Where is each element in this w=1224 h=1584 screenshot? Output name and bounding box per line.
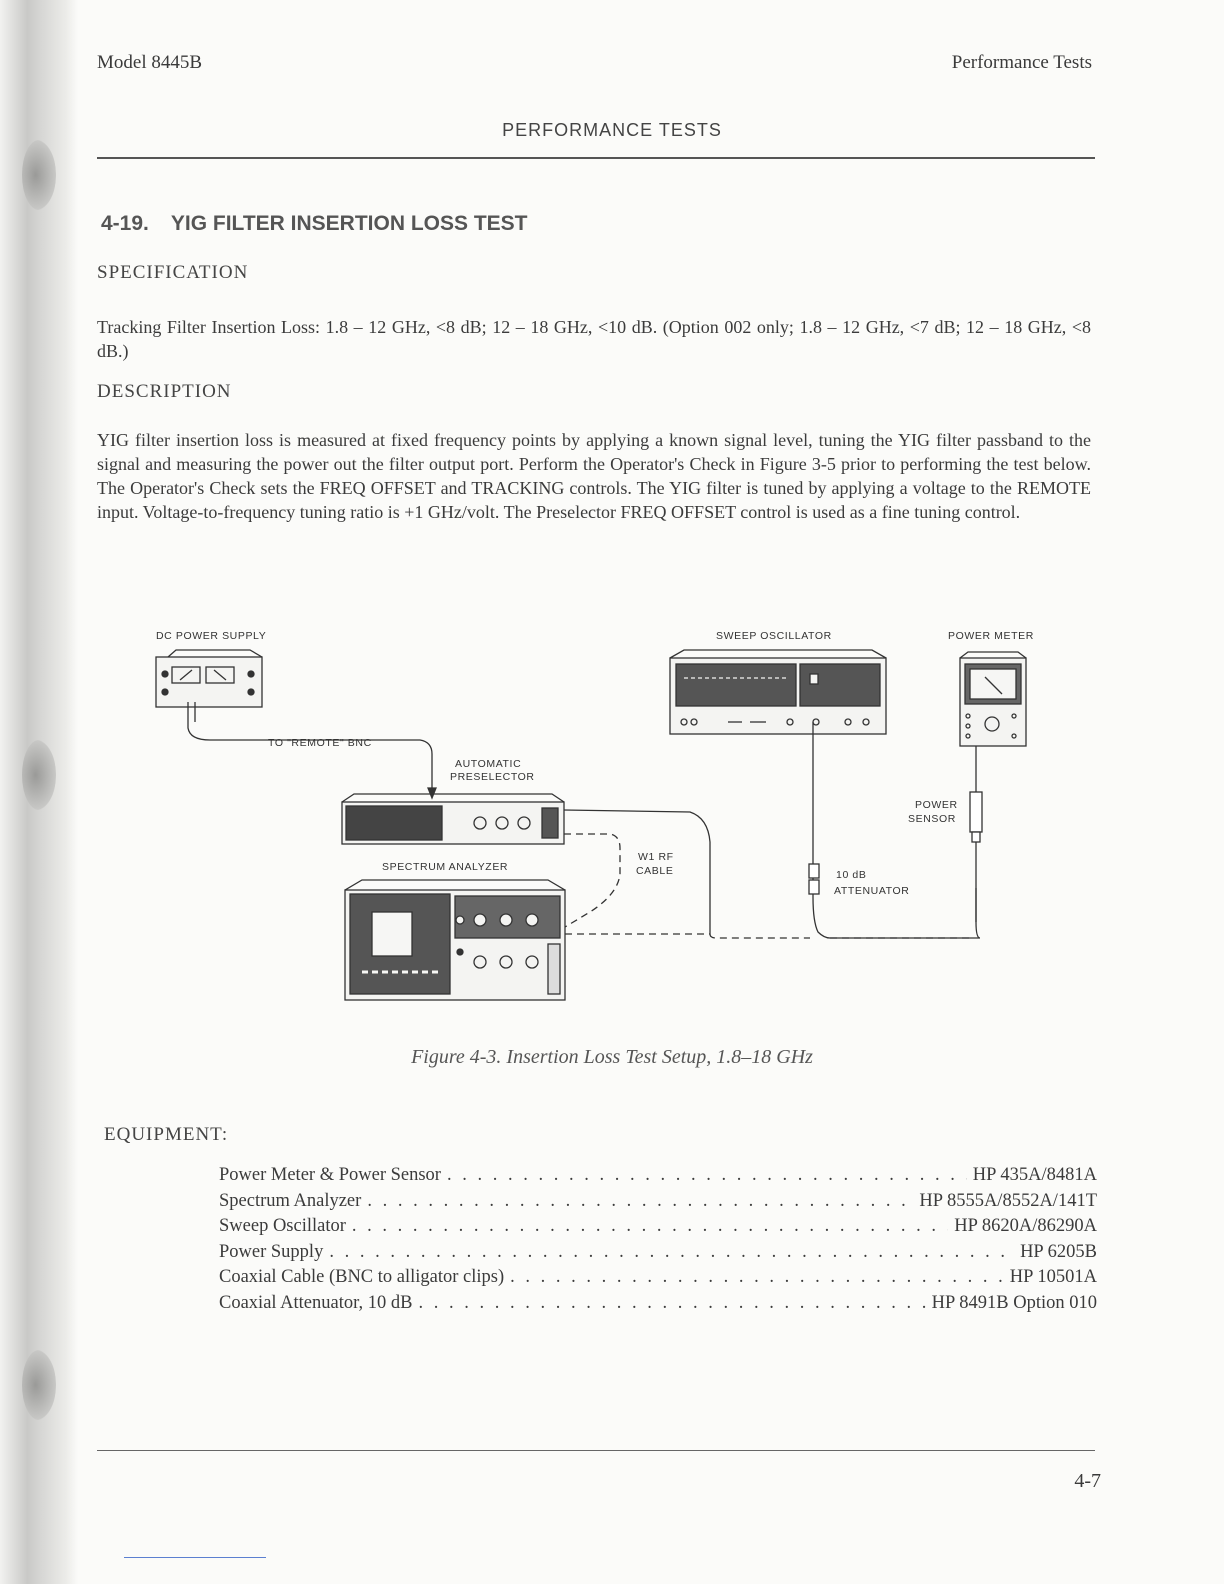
label-preselector-2: PRESELECTOR	[450, 771, 535, 783]
dc-power-supply-illustration	[156, 650, 262, 707]
label-sweep-oscillator: SWEEP OSCILLATOR	[716, 630, 832, 642]
label-w1-2: CABLE	[636, 865, 674, 877]
footer-rule	[97, 1450, 1095, 1451]
label-spectrum-analyzer: SPECTRUM ANALYZER	[382, 861, 509, 873]
header-section: Performance Tests	[951, 52, 1092, 73]
leader-dots	[447, 1163, 967, 1189]
equipment-heading: EQUIPMENT:	[104, 1124, 229, 1145]
equipment-row	[219, 1265, 1097, 1291]
specification-heading: SPECIFICATION	[97, 262, 249, 283]
punch-hole	[22, 1350, 56, 1420]
page-number: 4-7	[1074, 1470, 1101, 1492]
label-preselector-1: AUTOMATIC	[455, 758, 522, 770]
equipment-row	[219, 1214, 1097, 1240]
equipment-name: Coaxial Attenuator, 10 dB	[219, 1292, 413, 1313]
leader-dots	[510, 1265, 1004, 1291]
equipment-row	[219, 1291, 1097, 1317]
equipment-name: Sweep Oscillator	[219, 1216, 346, 1236]
label-dc-power-supply: DC POWER SUPPLY	[156, 630, 267, 642]
test-setup-diagram	[150, 622, 1050, 1012]
header-model: Model 8445B	[97, 52, 203, 73]
description-heading: DESCRIPTION	[97, 381, 232, 402]
description-text: YIG filter insertion loss is measured at fixed frequency points by applying a known signal level, tuning the YIG filter passband to the signal and measuring the power out the filter output port. Perform the Operator's Check in Figure 3-5 prior to performing the test below. The Operator's Check sets the FREQ OFFSET and TRACKING controls. The YIG filter is tuned by applying a voltage to the REMOTE input. Voltage-to-frequency tuning ratio is +1 GHz/volt. The Preselector FREQ OFFSET control is used as a fine tuning control.	[97, 430, 1091, 522]
page-title: PERFORMANCE TESTS	[502, 120, 722, 140]
test-number: 4-19.	[101, 212, 149, 235]
leader-dots	[367, 1189, 913, 1215]
label-w1-1: W1 RF	[638, 851, 674, 863]
equipment-row	[219, 1240, 1097, 1266]
label-remote-bnc: TO "REMOTE" BNC	[268, 737, 372, 749]
spectrum-analyzer-illustration	[345, 880, 565, 1000]
equipment-model: HP 10501A	[1009, 1267, 1097, 1287]
equipment-model: HP 8620A/86290A	[954, 1216, 1097, 1236]
test-title: YIG FILTER INSERTION LOSS TEST	[170, 212, 528, 235]
specification-text: Tracking Filter Insertion Loss: 1.8 – 12 GHz, <8 dB; 12 – 18 GHz, <10 dB. (Option 002 only; 1.8 – 12 GHz, <7 dB; 12 – 18 GHz, <8 dB.)	[97, 317, 1091, 361]
equipment-list	[219, 1163, 1097, 1316]
power-meter-illustration	[960, 652, 1026, 746]
test-heading	[101, 212, 528, 236]
punch-hole	[22, 140, 56, 210]
equipment-row	[219, 1163, 1097, 1189]
equipment-model: HP 8555A/8552A/141T	[919, 1190, 1097, 1211]
label-attenuator-1: 10 dB	[836, 869, 867, 881]
leader-dots	[418, 1291, 925, 1317]
equipment-model: HP 435A/8481A	[972, 1165, 1097, 1185]
equipment-name: Spectrum Analyzer	[219, 1190, 362, 1211]
label-power-sensor-1: POWER	[915, 799, 958, 811]
equipment-row	[219, 1189, 1097, 1215]
sweep-oscillator-illustration	[670, 650, 886, 734]
equipment-model: HP 8491B Option 010	[931, 1292, 1097, 1313]
binding-shadow	[0, 0, 78, 1584]
label-attenuator-2: ATTENUATOR	[834, 885, 910, 897]
punch-hole	[22, 740, 56, 810]
leader-dots	[329, 1240, 1014, 1266]
label-power-sensor-2: SENSOR	[908, 813, 956, 825]
figure-caption: Figure 4-3. Insertion Loss Test Setup, 1.8–18 GHz	[411, 1046, 813, 1068]
header-rule	[97, 157, 1095, 159]
automatic-preselector-illustration	[342, 794, 564, 844]
equipment-name: Power Meter & Power Sensor	[219, 1165, 441, 1185]
leader-dots	[352, 1214, 948, 1240]
equipment-name: Power Supply	[219, 1241, 324, 1262]
label-power-meter: POWER METER	[948, 630, 1034, 642]
equipment-name: Coaxial Cable (BNC to alligator clips)	[219, 1267, 505, 1287]
scan-edge-line	[124, 1557, 266, 1558]
equipment-model: HP 6205B	[1020, 1241, 1097, 1262]
